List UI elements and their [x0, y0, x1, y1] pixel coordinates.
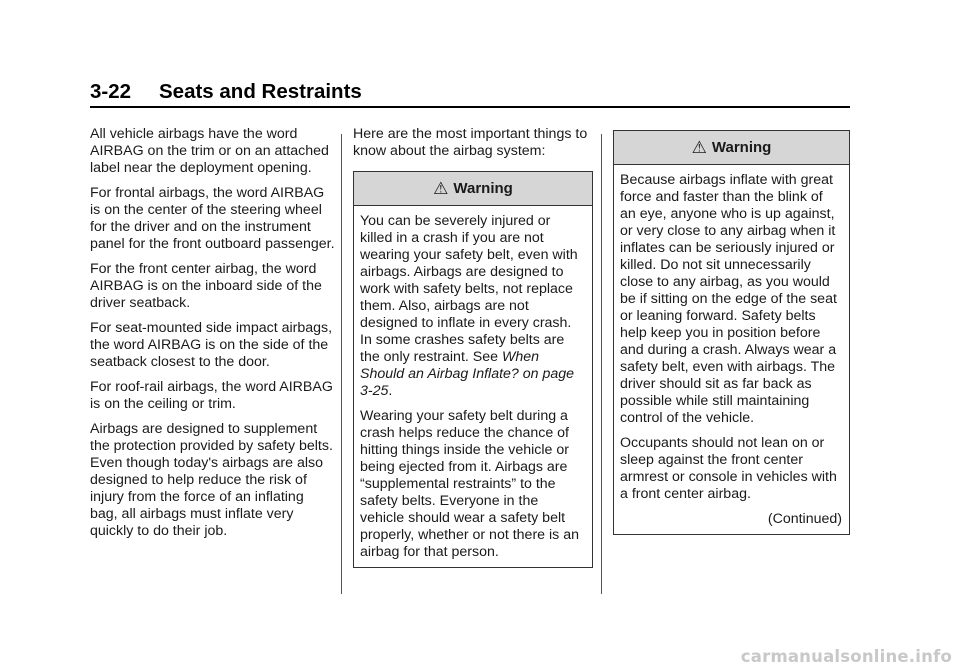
page-header [90, 80, 850, 108]
page-reference-link[interactable]: When Should an Airbag Inflate? on page 3-25 [360, 349, 575, 399]
watermark: carmanualsonline.info [740, 647, 952, 666]
continued-label: (Continued) [767, 511, 842, 527]
warning-body [614, 165, 849, 534]
warning-header [614, 131, 849, 165]
text-column-2 [353, 126, 593, 568]
warning-triangle-icon: ⚠ [433, 179, 449, 198]
column-divider [601, 134, 602, 594]
paragraph: For seat-mounted side impact airbags, the word AIRBAG is on the side of the seatback closest to the door. [90, 320, 333, 370]
paragraph: For roof-rail airbags, the word AIRBAG is on the ceiling or trim. [90, 379, 333, 412]
page-number: 3-22 [90, 80, 132, 103]
warning-paragraph [360, 213, 585, 400]
warning-body [354, 206, 592, 567]
warning-text: You can be severely injured or killed in a crash if you are not wearing your safety belt, even with airbags. Airbags are designed to work with safety belts, not replace them. Also, airbags are not designed to inflate in every crash. In some crashes safety belts are the only restraint. See [360, 213, 578, 365]
warning-paragraph: Wearing your safety belt during a crash helps reduce the chance of hitting things inside the vehicle or being ejected from it. Airbags are “supplemental restraints” to the safety belts. Everyone in the vehicle should wear a safety belt properly, whether or not there is an airbag for that person. [360, 408, 579, 560]
sentence-end: . [388, 383, 393, 399]
paragraph: For the front center airbag, the word AIRBAG is on the inboard side of the driver seatback. [90, 261, 322, 311]
paragraph: All vehicle airbags have the word AIRBAG on the trim or on an attached label near the deployment opening. [90, 126, 329, 176]
warning-header [354, 172, 592, 206]
warning-box [353, 171, 593, 568]
warning-box [613, 130, 850, 535]
warning-title: Warning [453, 180, 513, 197]
warning-triangle-icon: ⚠ [691, 138, 707, 157]
column-divider [341, 134, 342, 594]
warning-paragraph: Occupants should not lean on or sleep against the front center armrest or console in vehicles with a front center airbag. [620, 435, 837, 502]
paragraph: For frontal airbags, the word AIRBAG is on the center of the steering wheel for the driver and on the instrument panel for the front outboard passenger. [90, 185, 335, 252]
section-title: Seats and Restraints [159, 80, 362, 103]
intro-paragraph: Here are the most important things to know about the airbag system: [353, 126, 588, 159]
warning-title: Warning [711, 139, 772, 156]
text-column-1 [90, 126, 335, 548]
text-column-3 [613, 130, 850, 535]
warning-paragraph: Because airbags inflate with great force and faster than the blink of an eye, anyone who is up against, or very close to any airbag when it inflates can be seriously injured or killed. Do not sit unnecessarily close to any airbag, as you would be if sitting on the edge of the seat or leaning forward. Safety belts help keep you in position before and during a crash. Always wear a safety belt, even with airbags. The driver should sit as far back as possible while still maintaining control of the vehicle. [620, 172, 837, 426]
paragraph: Airbags are designed to supplement the protection provided by safety belts. Even though today's airbags are also designed to help reduce the risk of injury from the force of an inflating bag, all airbags must inflate very quickly to do their job. [90, 421, 333, 539]
